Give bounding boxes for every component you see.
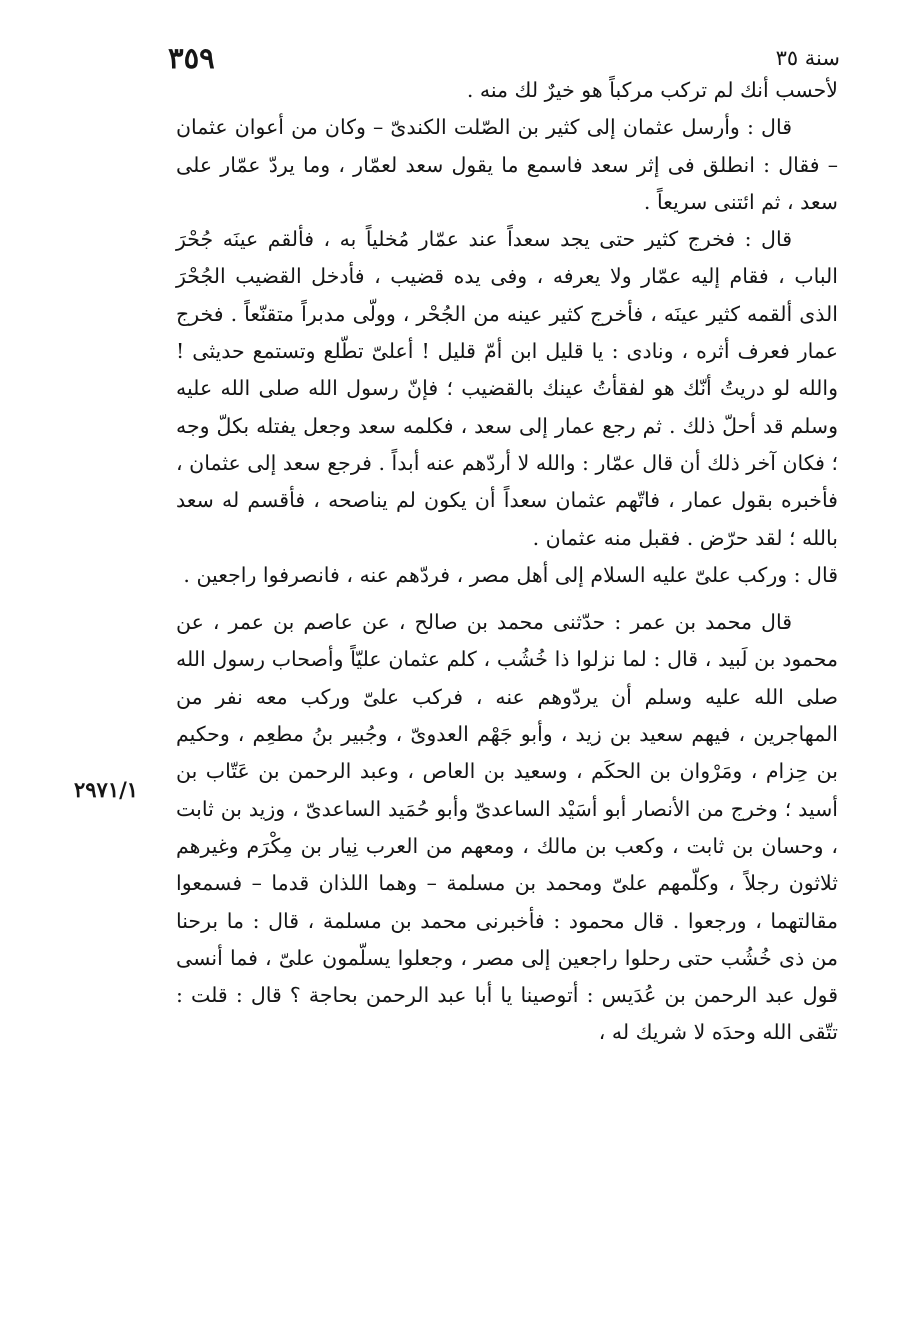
paragraph-continuation: لأحسب أنك لم تركب مركباً هو خيرٌ لك منه . bbox=[466, 78, 838, 102]
paragraph-kathir-sent: قال : وأرسل عثمان إلى كثير بن الصّلت الكندىّ – وكان من أعوان عثمان – فقال : انطلق فى إثر سعد فاسمع ما يقول سعد لعمّار ، وما يردّ عمّار على سعد ، ثم ائتنى سريعاً . bbox=[176, 115, 838, 214]
margin-reference-note: ٢٩٧١/١ bbox=[74, 777, 139, 802]
text-body bbox=[176, 72, 838, 1052]
paragraph-kathir-spies: قال : فخرج كثير حتى يجد سعداً عند عمّار مُخلياً به ، فألقم عينَه جُحْرَ الباب ، فقام إليه عمّار ولا يعرفه ، وفى يده قضيب ، فأدخل القضيب الجُحْرَ الذى ألقمه كثير عينَه ، فأخرج كثير عينه من الجُحْر ، وولّى مدبراً متقنّعاً . فخرج عمار فعرف أثره ، ونادى : يا قليل ابن أمّ قليل ! أعلىّ تطّلع وتستمع حديثى ! والله لو دريتُ أنّك هو لفقأتُ عينك بالقضيب ؛ فإنّ رسول الله صلى الله عليه وسلم قد أحلّ ذلك . ثم رجع عمار إلى سعد ، فكلمه سعد وجعل يفتله بكلّ وجه ؛ فكان آخر ذلك أن قال عمّار : والله لا أردّهم عنه أبداً . فرجع سعد إلى عثمان ، فأخبره بقول عمار ، فاتّهم عثمان سعداً أن يكون لم يناصحه ، فأقسم له سعد بالله ؛ لقد حرّض . فقبل منه عثمان . bbox=[176, 227, 838, 550]
paragraph-ali-rides: قال : وركب علىّ عليه السلام إلى أهل مصر ، فردّهم عنه ، فانصرفوا راجعين . bbox=[183, 562, 838, 587]
page-number: ٣٥٩ bbox=[168, 41, 215, 75]
running-head: سنة ٣٥ bbox=[775, 46, 840, 70]
paragraph-muhammad-ibn-umar: قال محمد بن عمر : حدّثنى محمد بن صالح ، عن عاصم بن عمر ، عن محمود بن لَبيد ، قال : لما نزلوا ذا خُشُب ، كلم عثمان عليّاً وأصحاب رسول الله صلى الله عليه وسلم أن يردّوهم عنه ، فركب علىّ وركب معه نفر من المهاجرين ، فيهم سعيد بن زيد ، وأبو جَهْم العدوىّ ، وجُبير بنُ مطعِم ، وحكيم بن حِزام ، ومَرْوان بن الحكَم ، وسعيد بن العاص ، وعبد الرحمن بن عَتّاب بن أسيد ؛ وخرج من الأنصار أبو أسَيْد الساعدىّ وأبو حُمَيد الساعدىّ ، وزيد بن ثابت ، وحسان بن ثابت ، وكعب بن مالك ، ومعهم من العرب نِيار بن مِكْرَم وغيرهم ثلاثون رجلاً ، وكلّمهم علىّ ومحمد بن مسلمة – وهما اللذان قدما – فسمعوا مقالتهما ، ورجعوا . قال محمود : فأخبرنى محمد بن مسلمة ، قال : ما برحنا من ذى خُشُب حتى رحلوا راجعين إلى مصر ، وجعلوا يسلّمون علىّ ، فما أنسى قول عبد الرحمن بن عُدَيس : أتوصينا يا أبا عبد الرحمن بحاجة ؟ قال : قلت : تتّقى الله وحدَه لا شريك له ، bbox=[176, 610, 838, 1045]
